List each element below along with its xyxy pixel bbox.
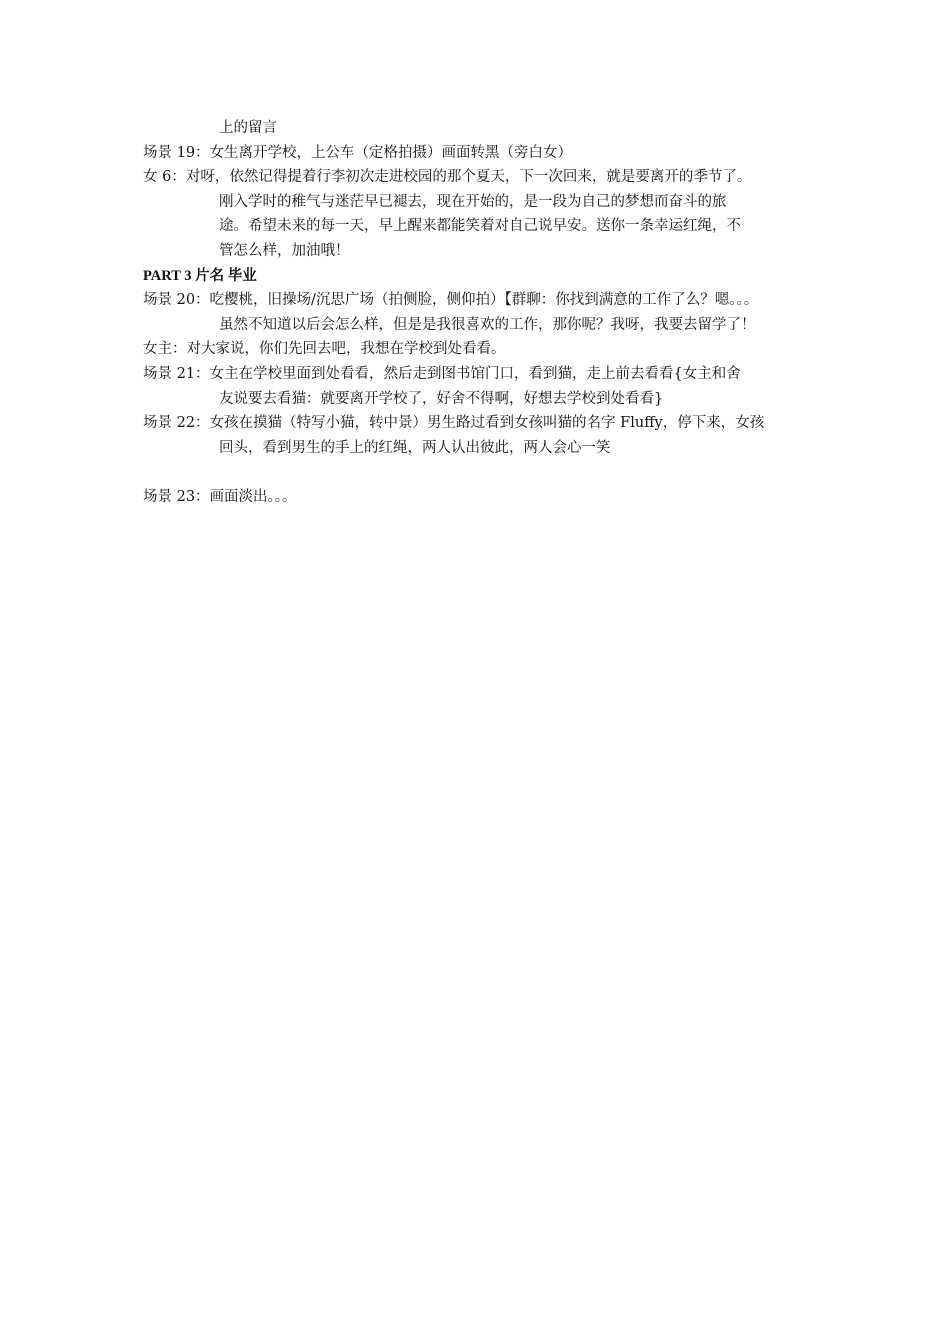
text-line: 刚入学时的稚气与迷茫早已褪去，现在开始的，是一段为自己的梦想而奋斗的旅: [219, 193, 727, 210]
text-line: 友说要去看猫：就要离开学校了，好舍不得啊，好想去学校到处看看}: [219, 390, 664, 407]
dialogue-female-6-line: 女 6：对呀，依然记得提着行李初次走进校园的那个夏天，下一次回来，就是要离开的季节了。: [143, 169, 752, 186]
scene-22-line: 场景 22：女孩在摸猫（特写小猫，转中景）男生路过看到女孩叫猫的名字 Fluffy，停下来，女孩: [143, 415, 765, 432]
scene-23-line: 场景 23：画面淡出。。。: [143, 488, 297, 505]
part-3-heading: PART 3 片名 毕业: [143, 267, 257, 284]
text-line: 回头，看到男生的手上的红绳，两人认出彼此，两人会心一笑: [219, 439, 611, 456]
dialogue-female-lead-line: 女主：对大家说，你们先回去吧，我想在学校到处看看。: [143, 341, 506, 358]
text-line: 途。希望未来的每一天，早上醒来都能笑着对自己说早安。送你一条幸运红绳，不: [219, 218, 741, 235]
scene-19-line: 场景 19：女生离开学校，上公车（定格拍摄）画面转黑（旁白女）: [143, 144, 573, 161]
text-line: 上的留言: [219, 120, 277, 136]
document-body: [143, 116, 823, 510]
scene-20-line: 场景 20：吃樱桃，旧操场/沉思广场（拍侧脸，侧仰拍）【群聊：你找到满意的工作了么？嗯。。。: [143, 292, 759, 309]
text-line: 虽然不知道以后会怎么样，但是是我很喜欢的工作，那你呢？我呀，我要去留学了！: [219, 316, 756, 333]
blank-line: [143, 460, 823, 485]
text-line: 管怎么样，加油哦！: [219, 242, 350, 259]
scene-21-line: 场景 21：女主在学校里面到处看看，然后走到图书馆门口，看到猫，走上前去看看{女主和舍: [143, 365, 741, 382]
